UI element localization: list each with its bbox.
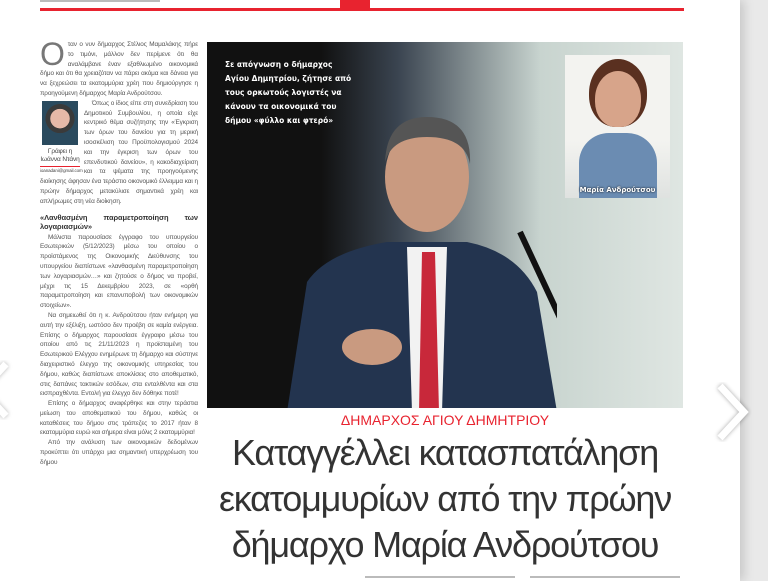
article-kicker: ΔΗΜΑΡΧΟΣ ΑΓΙΟΥ ΔΗΜΗΤΡΙΟΥ <box>340 412 550 428</box>
header-tab <box>340 0 370 10</box>
subheading: «Λανθασμένη παραμετροποίηση των λογαριασμών» <box>40 212 198 231</box>
inset-photo <box>565 55 670 198</box>
inset-caption: Μαρία Ανδρούτσου <box>579 186 656 194</box>
article-column <box>40 36 198 468</box>
author-photo <box>42 101 78 145</box>
next-page-button[interactable] <box>712 382 752 442</box>
author-label: Γράφει η Ιωάννα Ντάνη <box>40 147 80 163</box>
author-box <box>40 101 83 175</box>
header-text <box>40 0 160 2</box>
author-email: ioanadani@gmail.com <box>40 167 83 173</box>
next-column-text <box>530 576 680 578</box>
chevron-left-icon <box>0 360 16 420</box>
dropcap: Ο <box>40 36 65 72</box>
paragraph: Μάλιστα παρουσίασε έγγραφο του υπουργείου Εσωτερικών (5/12/2023) μέσω του οποίου ο προϊστάμενος της Οικονομικής Διεύθυνσης του υπουργείου διαπίστωνε «λανθασμένη παραμετροποίηση των λογαριασμών…» και ζητούσε ο δήμος να προβεί, μέχρι τις 15 Δεκεμβρίου 2023, σε «ορθή παραμετροποίηση και επανυποβολή των οικονομικών στοιχείων». <box>40 233 198 310</box>
mayor-figure <box>267 82 557 408</box>
paragraph: Από την ανάλυση των οικονομικών δεδομένων προκύπτει ότι υπάρχει μια σημαντική υπερχρέωση του δήμου <box>40 439 198 466</box>
paragraph: Επίσης ο δήμαρχος αναφέρθηκε και στην τεράστια μείωση του αποθεματικού του δήμου, καθώς οι καταθέσεις του δήμου στις τράπεζες το 2017 ήταν 8 εκατομμύρια ευρώ και σήμερα είναι μόλις 2 εκατομμύρια! <box>40 400 198 437</box>
paragraph: Όπως ο ίδιος είπε στη συνεδρίαση του Δημοτικού Συμβουλίου, η οποία είχε κεντρικό θέμα συζήτησης την «Έγκριση των όρων του δανείου για τη μερική ισοσκέλιση του Προϋπολογισμού 2024 και την έγκριση των όρων του επενδυτικού δανείου», η κακοδιαχείριση και τα ψέματα της προηγούμενης διοίκησης άφησαν ένα τεράστιο οικονομικό έλλειμμα και η πρώην δήμαρχος μετακύλισε σημαντικά χρέη και απλήρωμες στη νέα διοίκηση. <box>40 99 198 205</box>
next-column-text <box>365 576 515 578</box>
paragraph: ταν ο νυν δήμαρχος Στέλιος Μαμαλάκης πήρε το τιμόνι, μάλλον δεν περίμενε ότι θα αναλάμβανε έναν εξαθλιωμένο οικονομικά δήμο και ότι θα χρειαζόταν να πάρει ακόμα και δάνεια για να ξεχρεώσει τα εκατομμύρια χρέη που δημιούργησε η προηγούμενη δήμαρχος Μαρία Ανδρούτσου. <box>40 41 198 97</box>
previous-page-button[interactable] <box>0 360 16 420</box>
paragraph: Να σημειωθεί ότι η κ. Ανδρούτσου ήταν ενήμερη για αυτή την εξέλιξη, ωστόσο δεν προέβη σε καμία ενέργεια. Επίσης ο δήμαρχος παρουσίασε έγγραφο μέσω του οποίου από τις 21/11/2023 η προϊσταμένη του Εσωτερικού Ελέγχου ενημέρωνε τη δήμαρχο και σύστηνε διαχειριστικό έλεγχο της οικονομικής υπηρεσίας του δήμου, καθώς διαπίστωνε αποκλίσεις στο αποθεματικό, στις δαπάνες τακτικών εσόδων, στα ενταλθέντα και στα εισπραχθέντα. Εντολή για έλεγχο δεν δόθηκε ποτέ! <box>40 311 198 398</box>
main-photo <box>207 42 683 408</box>
photo-caption: Σε απόγνωση ο δήμαρχος Αγίου Δημητρίου, ζήτησε από τους ορκωτούς λογιστές να κάνουν τα οικονομικά του δήμου «φύλλο και φτερό» <box>225 60 352 125</box>
article-title: Καταγγέλλει κατασπατάληση εκατομμυρίων από την πρώην δήμαρχο Μαρία Ανδρούτσου <box>218 432 672 565</box>
portrait-face <box>595 71 641 127</box>
chevron-right-icon <box>712 382 752 442</box>
